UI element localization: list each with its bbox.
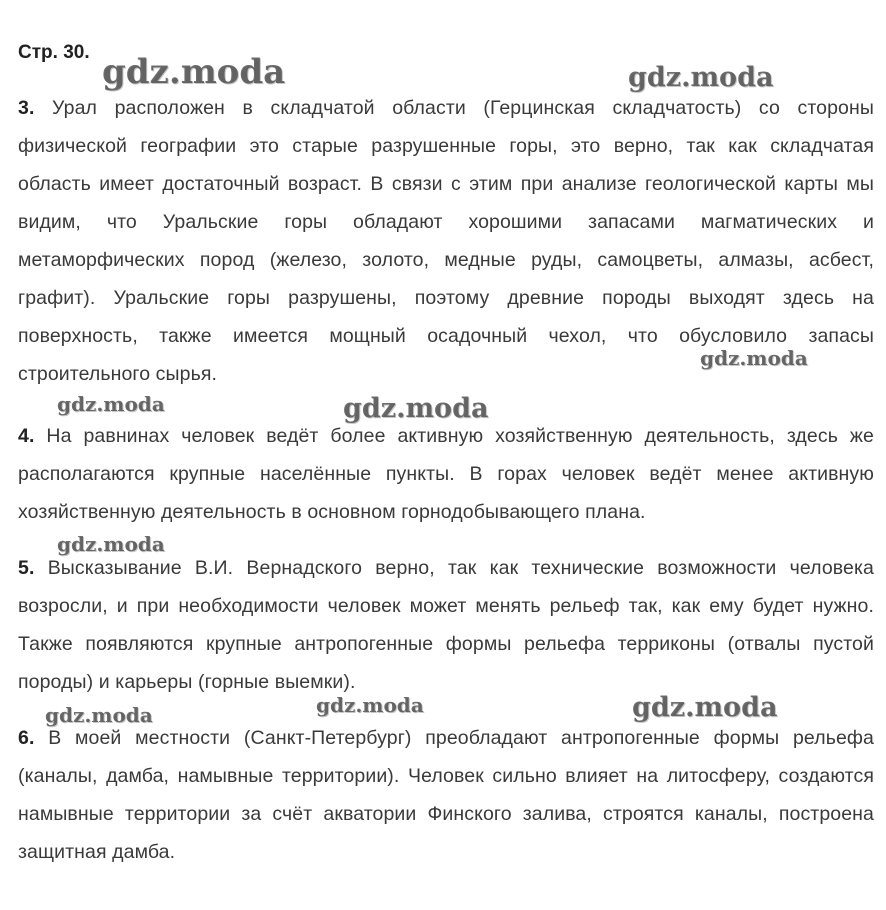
answer-4 xyxy=(18,417,874,531)
answer-number: 6. xyxy=(18,727,35,749)
page-heading: Стр. 30. xyxy=(18,42,90,63)
answer-text: В моей местности (Санкт-Петербург) преобладают антропогенные формы рельефа (каналы, дамба, намывные территории). Человек сильно влияет на литосферу, создаются намывные территории за счёт акватории Финского залива, строятся каналы, построена защитная дамба. xyxy=(18,727,874,863)
watermark: gdz.moda xyxy=(45,703,153,727)
watermark: gdz.moda xyxy=(343,393,489,424)
watermark: gdz.moda xyxy=(700,346,808,370)
answer-3 xyxy=(18,89,874,393)
answer-text: На равнинах человек ведёт более активную хозяйственную деятельность, здесь же располагаются крупные населённые пункты. В горах человек ведёт менее активную хозяйственную деятельность в основном горнодобывающего плана. xyxy=(18,425,874,523)
answer-number: 3. xyxy=(18,97,35,119)
watermark: gdz.moda xyxy=(316,693,424,717)
answer-text: Высказывание В.И. Вернадского верно, так как технические возможности человека возросли, и при необходимости человек может менять рельеф так, как ему будет нужно. Также появляются крупные антропогенные формы рельефа терриконы (отвалы пустой породы) и карьеры (горные выемки). xyxy=(18,557,874,693)
watermark: gdz.moda xyxy=(57,532,165,556)
answer-text: Урал расположен в складчатой области (Герцинская складчатость) со стороны физической географии это старые разрушенные горы, это верно, так как складчатая область имеет достаточный возраст. В связи с этим при анализе геологической карты мы видим, что Уральские горы обладают хорошими запасами магматических и метаморфических пород (железо, золото, медные руды, самоцветы, алмазы, асбест, графит). Уральские горы разрушены, поэтому древние породы выходят здесь на поверхность, также имеется мощный осадочный чехол, что обусловило запасы строительного сырья. xyxy=(18,97,874,385)
watermark: gdz.moda xyxy=(632,692,778,723)
watermark: gdz.moda xyxy=(102,52,286,92)
answer-number: 5. xyxy=(18,557,35,579)
answer-5 xyxy=(18,549,874,701)
answer-6 xyxy=(18,719,874,871)
watermark: gdz.moda xyxy=(57,392,165,416)
watermark: gdz.moda xyxy=(628,62,774,93)
answer-number: 4. xyxy=(18,425,35,447)
